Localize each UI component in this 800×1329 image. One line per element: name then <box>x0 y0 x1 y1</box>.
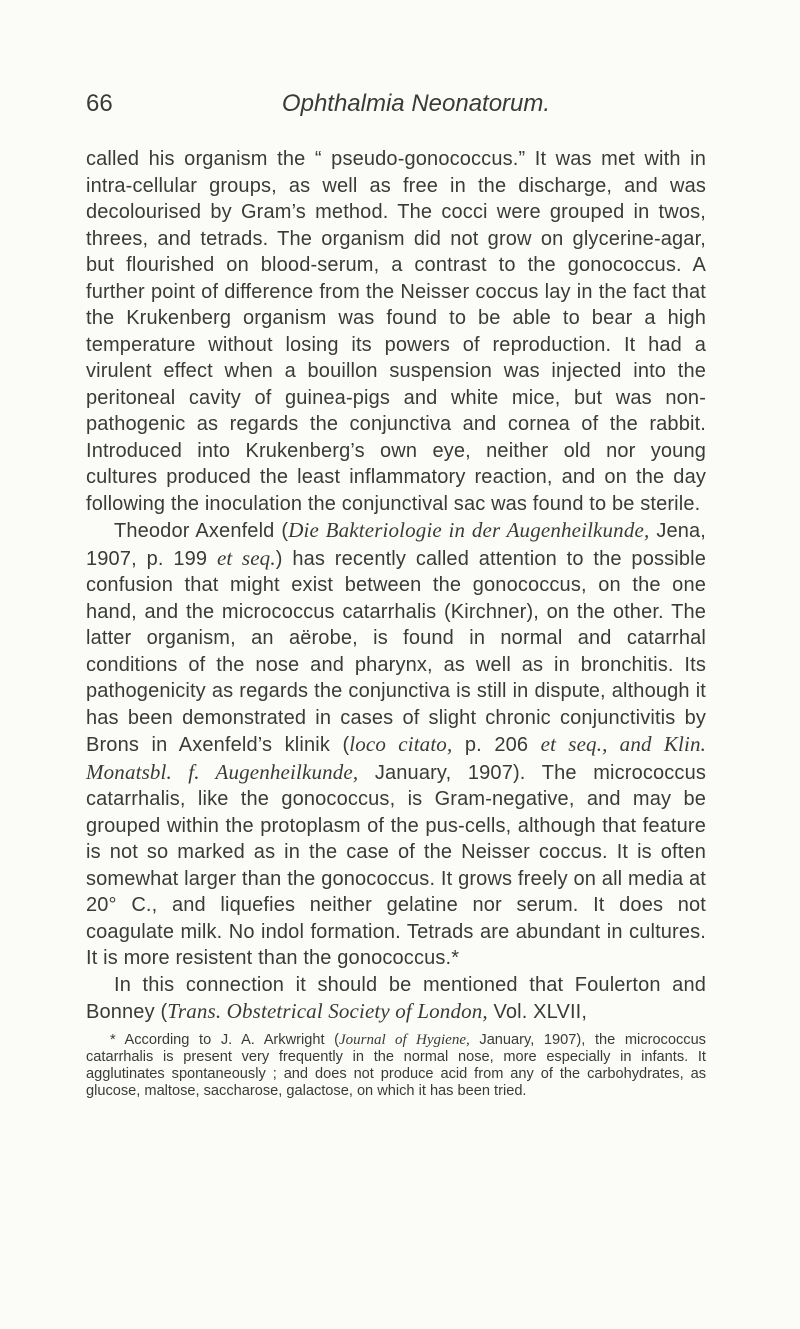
footnote-citation: Journal of Hygiene, <box>339 1032 470 1048</box>
running-title: Ophthalmia Neonatorum. <box>281 90 551 117</box>
footnote: * According to J. A. Arkwright (Journal of Hygiene, January, 1907), the micrococcus catarrhalis is present very frequently in the normal nose, more especially in infants. It agglutinates spontaneously ; and does not produce acid from any of the carbohydrates, as glucose, maltose, saccharose, galactose, on which it has been tried. <box>86 1032 706 1099</box>
page-number: 66 <box>86 90 113 117</box>
page-header <box>86 90 706 130</box>
body-text <box>86 146 706 1026</box>
paragraph-2: Theodor Axenfeld (Die Bakteriologie in der Augenheilkunde, Jena, 1907, p. 199 et seq.) has recently called attention to the possible confusion that might exist between the gonococcus, on the one hand, and the micrococcus catarrhalis (Kirchner), on the other. The latter organism, an aërobe, is found in normal and catarrhal conditions of the nose and pharynx, as well as in bronchitis. Its pathogenicity as regards the conjunctiva is still in dispute, although it has been demonstrated in cases of slight chronic conjunctivitis by Brons in Axenfeld’s klinik (loco citato, p. 206 et seq., and Klin. Monatsbl. f. Augenheilkunde, January, 1907). The micrococcus catarrhalis, like the gonococcus, is Gram-negative, and may be grouped within the protoplasm of the pus-cells, although that feature is not so marked as in the case of the Neisser coccus. It is often somewhat larger than the gonococcus. It grows freely on all media at 20° C., and liquefies neither gelatine nor serum. It does not coagulate milk. No indol formation. Tetrads are abundant in cultures. It is more resistent than the gonococcus.* <box>86 518 706 969</box>
paragraph-3: In this connection it should be mentioned that Foulerton and Bonney (Trans. Obstetrical Society of London, Vol. XLVII, <box>86 973 706 1023</box>
citation-title: Die Bakteriologie in der Augenheilkunde, <box>288 518 650 542</box>
citation-title: Trans. Obstetrical Society of London, <box>167 999 488 1023</box>
paragraph-1: called his organism the “ pseudo-gonococcus.” It was met with in intra-cellular groups, as well as free in the discharge, and was decolourised by Gram’s method. The cocci were grouped in twos, threes, and tetrads. The organism did not grow on glycerine-agar, but flourished on blood-serum, a contrast to the gonococcus. A further point of difference from the Neisser coccus lay in the fact that the Krukenberg organism was found to be able to bear a high temperature without losing its powers of reproduction. It had a virulent effect when a bouillon suspension was injected into the peritoneal cavity of guinea-pigs and white mice, but was non-pathogenic as regards the conjunctiva and cornea of the rabbit. Introduced into Krukenberg’s own eye, neither old nor young cultures produced the least inflammatory reaction, and on the day following the inoculation the conjunctival sac was found to be sterile. <box>86 148 706 515</box>
